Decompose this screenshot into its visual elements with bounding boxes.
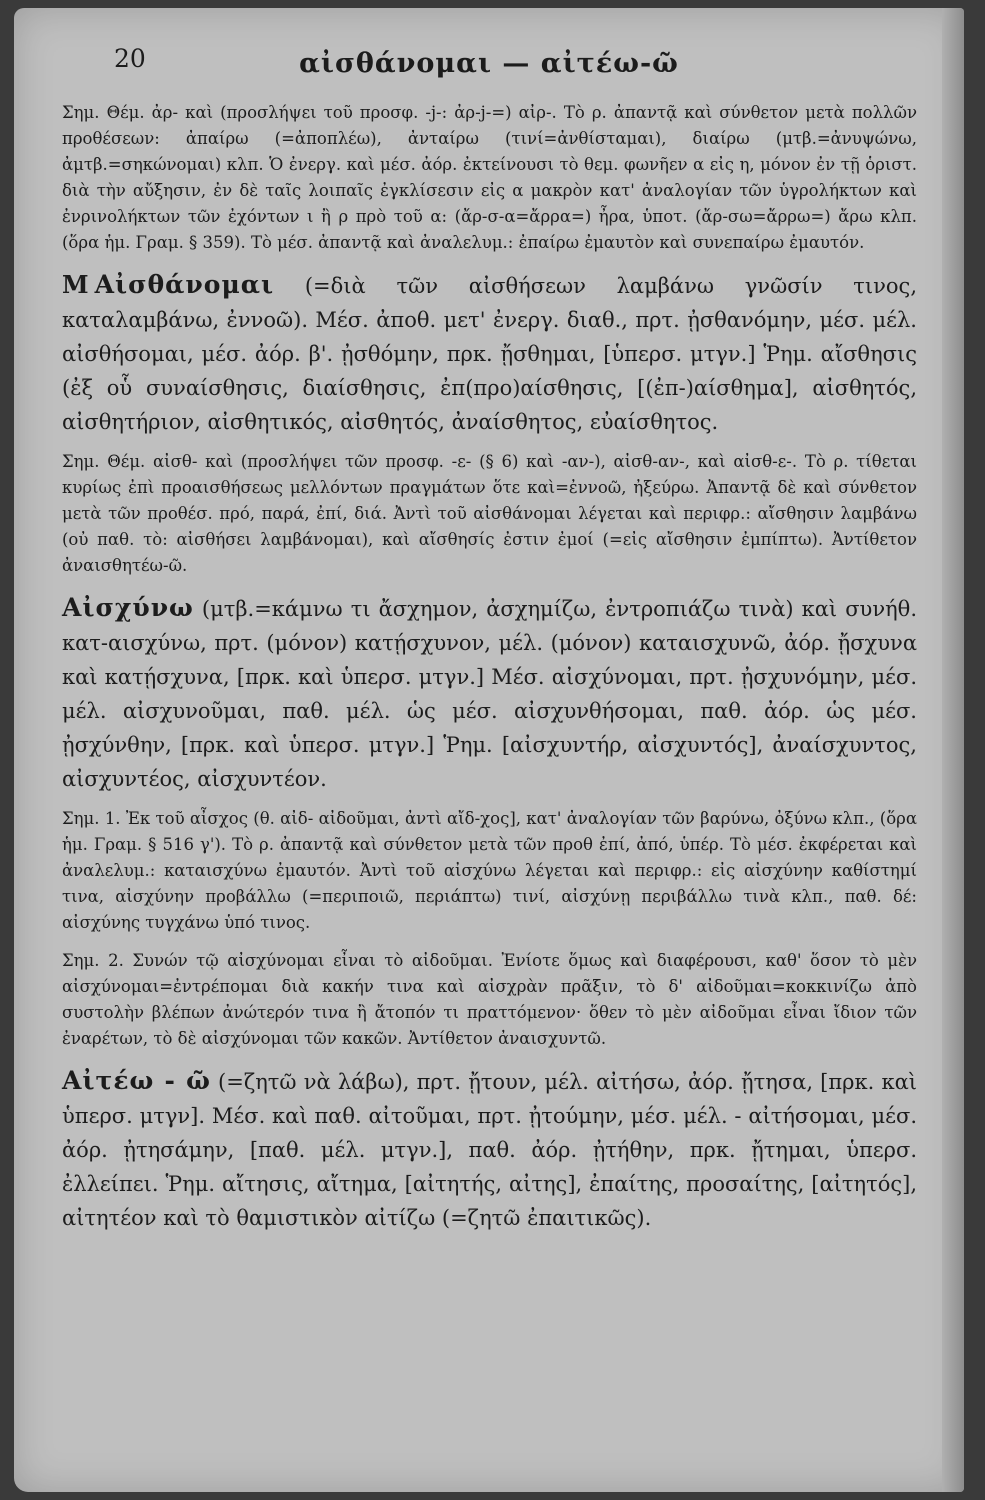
book-page <box>14 8 964 1492</box>
headword-aiteo: Αἰτέω - ῶ <box>62 1066 211 1095</box>
note-airo: Σημ. Θέμ. ἀρ- καὶ (προσλήψει τοῦ προσφ. -j-: ἀρ-j-=) αἰρ-. Τὸ ρ. ἀπαντᾷ καὶ σύνθετον μετὰ πολλῶν προθέσεων: ἀπαίρω (=ἀποπλέω), ἀνταίρω (τινί=ἀνθίσταμαι), διαίρω (μτβ.=ἀνυψώνω, ἀμτβ.=σηκώνομαι) κλπ. Ὁ ἐνεργ. καὶ μέσ. ἀόρ. ἐκτείνουσι τὸ θεμ. φωνῆεν α εἰς η, μόνον ἐν τῇ ὁριστ. διὰ τὴν αὔξησιν, ἐν δὲ ταῖς λοιπαῖς ἐγκλίσεσιν εἰς α μακρὸν κατ' ἀναλογίαν τῶν ὑγρολήκτων καὶ ἐνρινολήκτων τῶν ἐχόντων ι ἢ ρ πρὸ τοῦ α: (ἄρ-σ-α=ἄρρα=) ἦρα, ὑποτ. (ἄρ-σω=ἄρρω=) ἄρω κλπ. (ὅρα ἡμ. Γραμ. § 359). Τὸ μέσ. ἀπαντᾷ καὶ ἀναλελυμ.: ἐπαίρω ἐμαυτὸν καὶ συνεπαίρω ἐμαυτόν. <box>62 103 917 252</box>
note-aisthanomai: Σημ. Θέμ. αἰσθ- καὶ (προσλήψει τῶν προσφ. -ε- (§ 6) καὶ -αν-), αἰσθ-αν-, καὶ αἰσθ-ε-. Τὸ ρ. τίθεται κυρίως ἐπὶ προαισθήσεως μελλόντων πραγμάτων ὅτε καὶ=ἐννοῶ, ἠξεύρω. Ἀπαντᾷ δὲ καὶ σύνθετον μετὰ τῶν προθέσ. πρό, παρά, ἐπί, διά. Ἀντὶ τοῦ αἰσθάνομαι λέγεται καὶ περιφρ.: αἴσθησιν λαμβάνω (οὐ παθ. τὸ: αἰσθήσει λαμβάνομαι), καὶ αἴσθησίς ἐστιν ἐμοί (=εἰς αἴσθησιν ἐμπίπτω). Ἀντίθετον ἀναισθητέω-ῶ. <box>62 452 917 575</box>
headword-aisthanomai: Αἰσθάνομαι <box>94 270 275 299</box>
note-aischyno-1: Σημ. 1. Ἐκ τοῦ αἶσχος (θ. αἰδ- αἰδοῦμαι, ἀντὶ αἴδ-χος], κατ' ἀναλογίαν τῶν βαρύνω, ὀξύνω κλπ., (ὅρα ἡμ. Γραμ. § 516 γ'). Τὸ ρ. ἀπαντᾷ καὶ σύνθετον μετὰ τῶν προθ ἐπί, ἀπό, ὑπέρ. Τὸ μέσ. ἐκφέρεται καὶ ἀναλελυμ.: καταισχύνω ἐμαυτόν. Ἀντὶ τοῦ αἰσχύνω λέγεται καὶ περιφρ.: εἰς αἰσχύνην καθίστημί τινα, αἰσχύνην προβάλλω (=περιποιῶ, περιάπτω) τινί, αἰσχύνῃ περιβάλλω τινὰ κλπ., παθ. δέ: αἰσχύνης τυγχάνω ὑπό τινος. <box>62 809 917 932</box>
page-edge <box>942 8 964 1492</box>
entry-body-aiteo: (=ζητῶ νὰ λάβω), πρτ. ᾔτουν, μέλ. αἰτήσω, ἀόρ. ᾔτησα, [πρκ. καὶ ὑπερσ. μτγν]. Μέσ. καὶ παθ. αἰτοῦμαι, πρτ. ᾐτούμην, μέσ. μέλ. - αἰτήσομαι, μέσ. ἀόρ. ᾐτησάμην, [παθ. μέλ. μτγν.], παθ. ἀόρ. ᾐτήθην, πρκ. ᾔτημαι, ὑπερσ. ἐλλείπει. Ῥημ. αἴτησις, αἴτημα, [αἰτητής, αἰτης], ἐπαίτης, προσαίτης, [αἰτητός], αἰτητέον καὶ τὸ θαμιστικὸν αἰτίζω (=ζητῶ ἐπαιτικῶς). <box>62 1070 918 1230</box>
headword-aischyno: Αἰσχύνω <box>62 593 194 622</box>
page-content <box>62 100 917 1245</box>
running-head: αἰσθάνομαι — αἰτέω-ῶ <box>299 48 679 79</box>
entry-body-aischyno: (μτβ.=κάμνω τι ἄσχημον, ἀσχημίζω, ἐντροπιάζω τινὰ) καὶ συνήθ. κατ-αισχύνω, πρτ. (μόνον) κατῄσχυνον, μέλ. (μόνον) καταισχυνῶ, ἀόρ. ᾔσχυνα καὶ κατῄσχυνα, [πρκ. καὶ ὑπερσ. μτγν.] Μέσ. αἰσχύνομαι, πρτ. ᾐσχυνόμην, μέσ. μέλ. αἰσχυνοῦμαι, παθ. μέλ. ὡς μέσ. αἰσχυνθήσομαι, παθ. ἀόρ. ὡς μέσ. ᾐσχύνθην, [πρκ. καὶ ὑπερσ. μτγν.] Ῥημ. [αἰσχυντήρ, αἰσχυντός], ἀναίσχυντος, αἰσχυντέος, αἰσχυντέον. <box>62 597 917 791</box>
entry-aisthanomai <box>62 268 917 439</box>
entry-aischyno <box>62 591 917 796</box>
handwritten-mark: Μ <box>62 270 89 299</box>
entry-body-aisthanomai: (=διὰ τῶν αἰσθήσεων λαμβάνω γνῶσίν τινος, καταλαμβάνω, ἐννοῶ). Μέσ. ἀποθ. μετ' ἐνεργ. διαθ., πρτ. ᾐσθανόμην, μέσ. μέλ. αἰσθήσομαι, μέσ. ἀόρ. β'. ᾐσθόμην, πρκ. ᾔσθημαι, [ὑπερσ. μτγν.] Ῥημ. αἴσθησις (ἐξ οὗ συναίσθησις, διαίσθησις, ἐπ(προ)αίσθησις, [(ἐπ-)αίσθημα], αἰσθητός, αἰσθητήριον, αἰσθητικός, αἰσθητός, ἀναίσθητος, εὐαίσθητος. <box>62 274 917 434</box>
note-aischyno-2: Σημ. 2. Συνών τῷ αἰσχύνομαι εἶναι τὸ αἰδοῦμαι. Ἐνίοτε ὅμως καὶ διαφέρουσι, καθ' ὅσον τὸ μὲν αἰσχύνομαι=ἐντρέπομαι διὰ κακήν τινα καὶ αἰσχρὰν πρᾶξιν, τὸ δ' αἰδοῦμαι=κοκκινίζω ἀπὸ συστολὴν βλέπων ἀνώτερόν τινα ἢ ἄτοπόν τι πραττόμενον· ὅθεν τὸ μὲν αἰδοῦμαι εἶναι ἴδιον τῶν ἐναρέτων, τὸ δὲ αἰσχύνομαι τῶν κακῶν. Ἀντίθετον ἀναισχυντῶ. <box>62 951 917 1048</box>
page-number: 20 <box>114 44 146 73</box>
entry-aiteo <box>62 1064 917 1235</box>
